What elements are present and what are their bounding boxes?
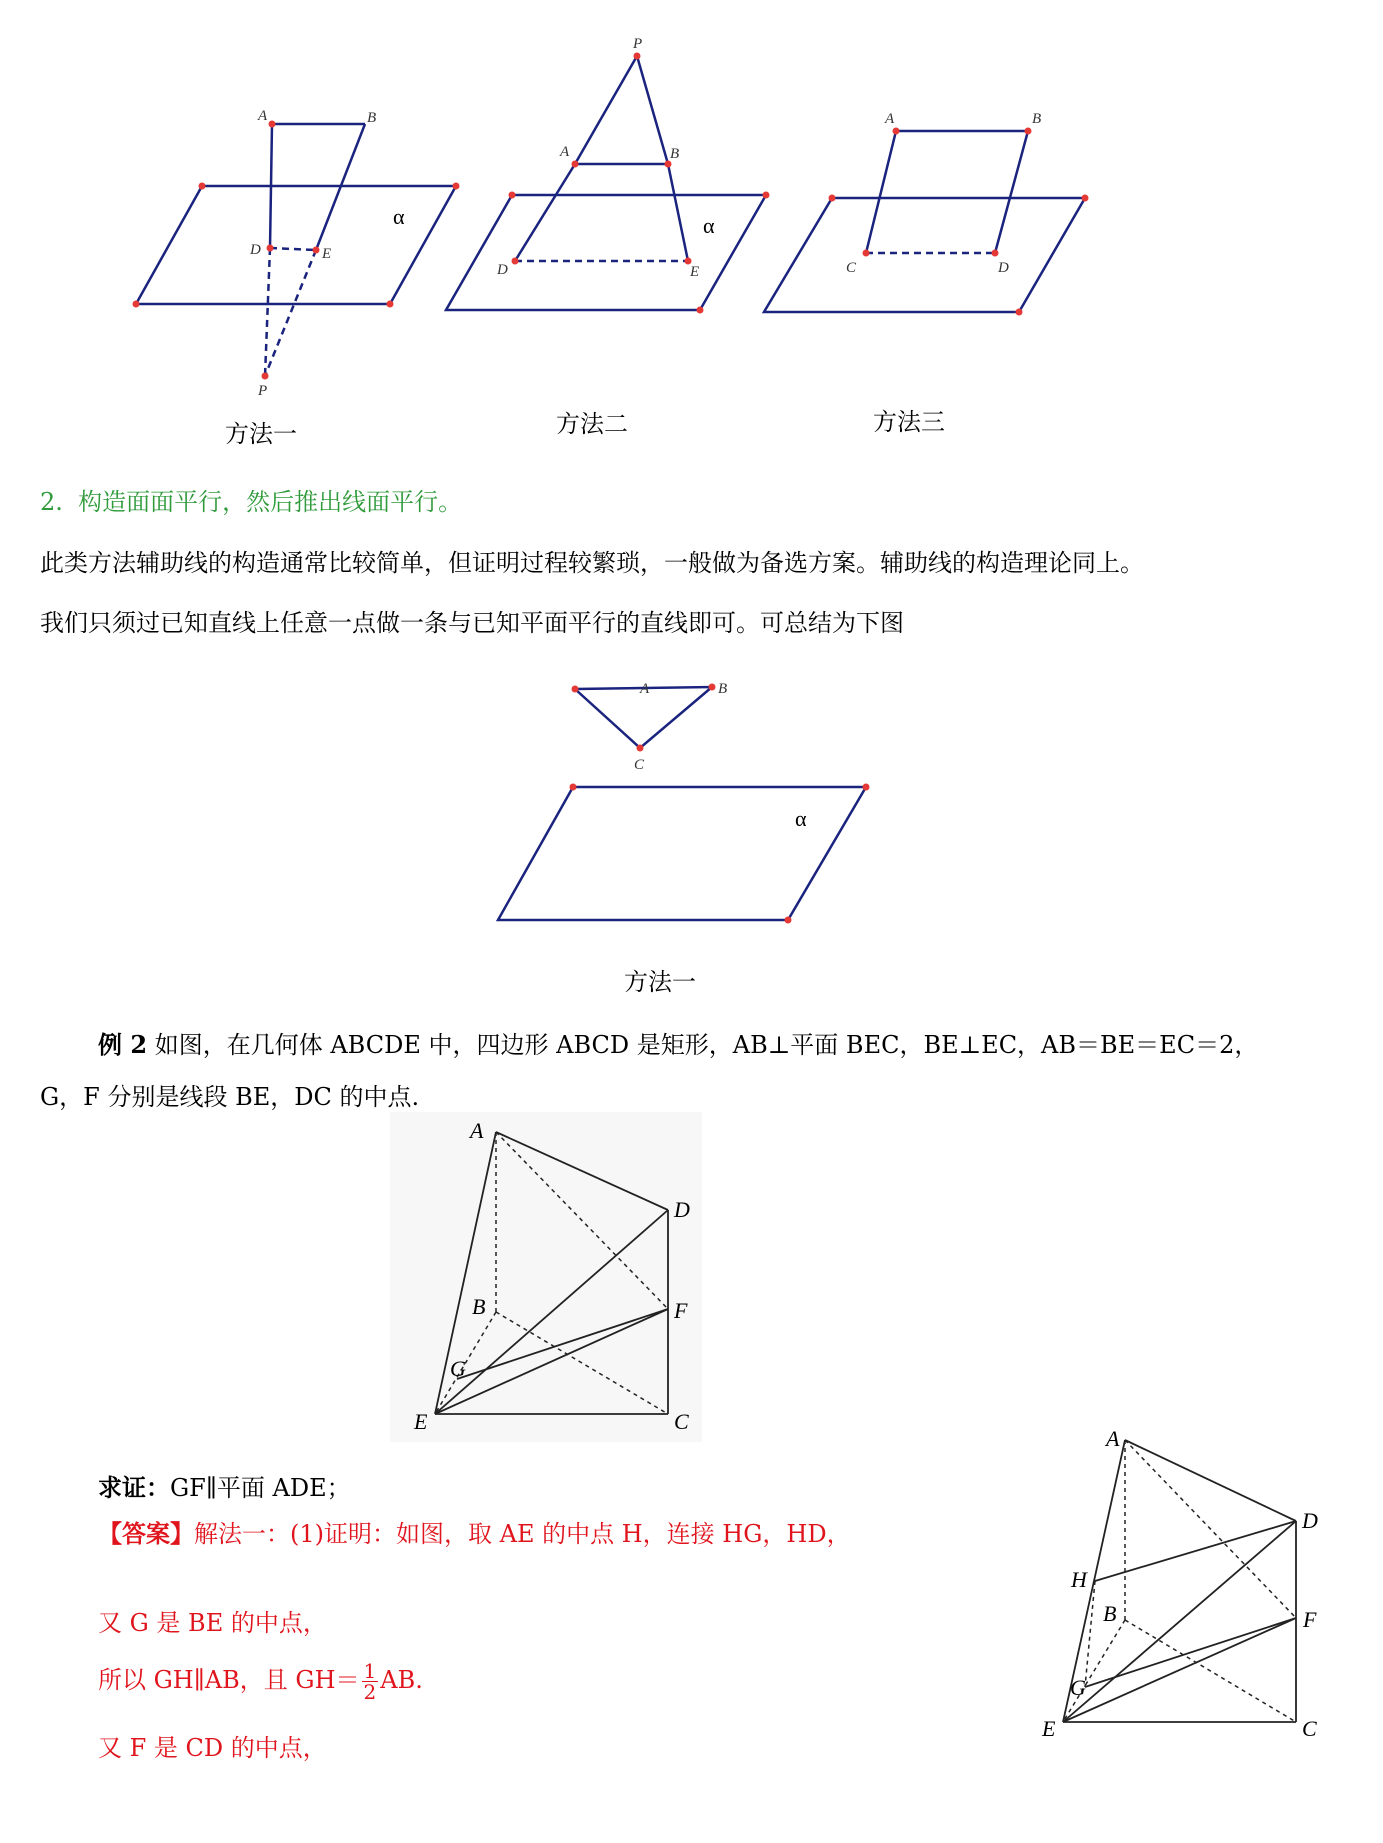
geo2-A: A: [1106, 1426, 1120, 1451]
proof-step1: 又 G 是 BE 的中点，: [98, 1609, 327, 1637]
plane-alpha-mid: α: [795, 806, 807, 831]
answer-label: 【答案】: [98, 1519, 194, 1548]
geo2-B: B: [1103, 1601, 1117, 1626]
caption-method1: 方法一: [225, 420, 297, 448]
point-D-m3: D: [998, 260, 1009, 276]
prove-text: GF∥平面 ADE；: [170, 1474, 351, 1502]
point-B-mid: B: [718, 681, 728, 697]
geo2-E: E: [1042, 1716, 1056, 1741]
answer-text: 解法一：(1)证明：如图，取 AE 的中点 H，连接 HG，HD，: [194, 1520, 851, 1548]
point-A-mid: A: [640, 681, 650, 697]
fraction-numerator: 1: [363, 1659, 377, 1683]
point-C-m3: C: [846, 260, 857, 276]
point-D-m2: D: [497, 262, 508, 278]
plane-alpha-m2: α: [703, 213, 715, 238]
prove-line: [98, 1468, 351, 1503]
point-C-mid: C: [634, 757, 645, 773]
geo1-F: F: [674, 1298, 688, 1323]
geo1-E: E: [414, 1409, 428, 1434]
figure-mid: [0, 660, 1383, 980]
caption-mid: 方法一: [624, 968, 696, 996]
point-B-m1: B: [367, 110, 377, 126]
geo2-G: G: [1070, 1675, 1086, 1700]
geo1-G: G: [450, 1356, 466, 1381]
plane-alpha-m1: α: [393, 204, 405, 229]
proof-step3: 又 F 是 CD 的中点，: [98, 1734, 327, 1762]
proof-step2-b: AB.: [380, 1666, 423, 1694]
example-line1: [98, 1025, 1258, 1060]
caption-method3: 方法三: [873, 408, 945, 436]
section2-number: 2.: [40, 488, 63, 516]
geo2-F: F: [1303, 1607, 1317, 1632]
section2-title: 构造面面平行，然后推出线面平行。: [78, 488, 463, 516]
example-tag: 例 2: [98, 1030, 148, 1059]
geo2-C: C: [1302, 1716, 1317, 1741]
point-D-m1: D: [250, 242, 261, 258]
caption-method2: 方法二: [556, 410, 628, 438]
answer-line: [98, 1514, 851, 1549]
proof-step2-a: 所以 GH∥AB，且 GH＝: [98, 1666, 360, 1694]
example-line2: G，F 分别是线段 BE，DC 的中点.: [40, 1083, 420, 1111]
point-B-m2: B: [670, 146, 680, 162]
point-E-m1: E: [322, 246, 332, 262]
geo2-D: D: [1302, 1508, 1318, 1533]
proof-step2: [98, 1660, 423, 1702]
point-B-m3: B: [1032, 111, 1042, 127]
point-A-m2: A: [560, 144, 570, 160]
geo1-A: A: [470, 1118, 484, 1143]
point-E-m2: E: [690, 264, 700, 280]
section2-heading: [40, 482, 462, 517]
geometry-figure-1: [390, 1112, 710, 1447]
figure-method1: [0, 0, 1383, 440]
geometry-figure-2: [1020, 1425, 1350, 1765]
point-P-m1: P: [258, 383, 268, 399]
fraction-denominator: 2: [363, 1680, 377, 1704]
geo1-C: C: [674, 1409, 689, 1434]
point-A-m1: A: [258, 108, 268, 124]
example-text1: 如图，在几何体 ABCDE 中，四边形 ABCD 是矩形，AB⊥平面 BEC，BE⊥EC，AB＝BE＝EC＝2，: [147, 1031, 1259, 1059]
point-P-m2: P: [633, 36, 643, 52]
paragraph-1: 此类方法辅助线的构造通常比较简单，但证明过程较繁琐，一般做为备选方案。辅助线的构造理论同上。: [40, 549, 1144, 577]
geo1-D: D: [674, 1197, 690, 1222]
paragraph-2: 我们只须过已知直线上任意一点做一条与已知平面平行的直线即可。可总结为下图: [40, 609, 904, 637]
geo2-H: H: [1071, 1567, 1087, 1592]
geo1-B: B: [472, 1294, 486, 1319]
fraction-one-half: [362, 1661, 379, 1702]
prove-label: 求证：: [98, 1473, 170, 1502]
point-A-m3: A: [885, 111, 895, 127]
